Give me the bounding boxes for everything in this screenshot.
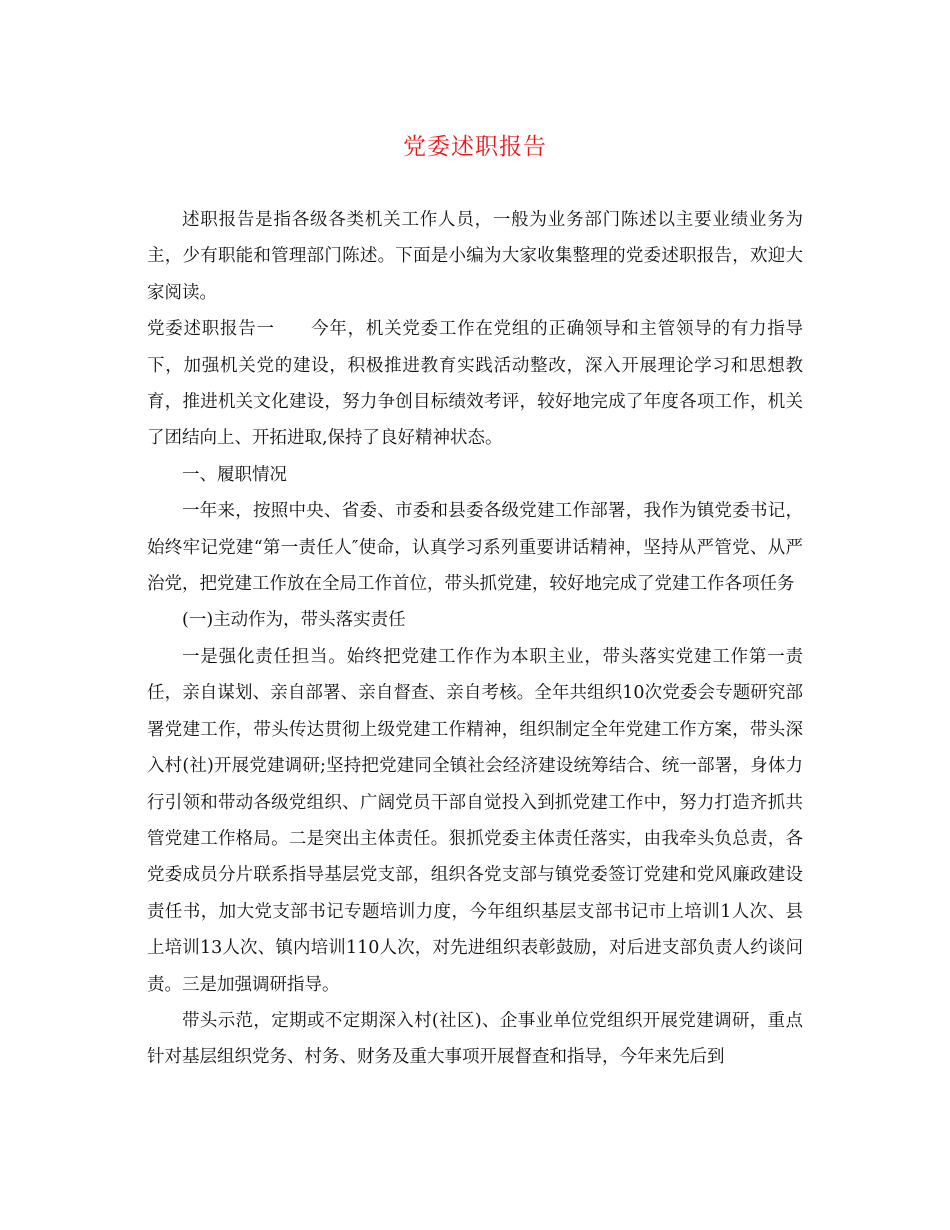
- document-body: [147, 202, 803, 1076]
- duty-paragraph: 一年来，按照中央、省委、市委和县委各级党建工作部署，我作为镇党委书记，始终牢记党建“第一责任人″使命，认真学习系列重要讲话精神，坚持从严管党、从严治党，把党建工作放在全局工作首位，带头抓党建，较好地完成了党建工作各项任务: [147, 501, 803, 595]
- intro-paragraph: 述职报告是指各级各类机关工作人员，一般为业务部门陈述以主要业绩业务为主，少有职能和管理部门陈述。下面是小编为大家收集整理的党委述职报告，欢迎大家阅读。: [147, 210, 803, 303]
- example-paragraph: 带头示范，定期或不定期深入村(社区)、企事业单位党组织开展党建调研，重点针对基层组织党务、村务、财务及重大事项开展督查和指导，今年来先后到: [147, 1010, 803, 1068]
- report-one-paragraph: 党委述职报告一 今年，机关党委工作在党组的正确领导和主管领导的有力指导下，加强机关党的建设，积极推进教育实践活动整改，深入开展理论学习和思想教育，推进机关文化建设，努力争创目标绩效考评，较好地完成了年度各项工作，机关了团结向上、开拓进取,保持了良好精神状态。: [147, 319, 803, 449]
- subsection-heading-initiative: (一)主动作为，带头落实责任: [182, 610, 406, 631]
- responsibility-paragraph: 一是强化责任担当。始终把党建工作作为本职主业，带头落实党建工作第一责任，亲自谋划、亲自部署、亲自督查、亲自考核。全年共组织10次党委会专题研究部署党建工作，带头传达贯彻上级党建工作精神，组织制定全年党建工作方案，带头深入村(社)开展党建调研;坚持把党建同全镇社会经济建设统筹结合、统一部署，身体力行引领和带动各级党组织、广阔党员干部自觉投入到抓党建工作中，努力打造齐抓共管党建工作格局。二是突出主体责任。狠抓党委主体责任落实，由我牵头负总责，各党委成员分片联系指导基层党支部，组织各党支部与镇党委签订党建和党风廉政建设责任书，加大党支部书记专题培训力度，今年组织基层支部书记市上培训1人次、县上培训13人次、镇内培训110人次，对先进组织表彰鼓励，对后进支部负责人约谈问责。三是加强调研指导。: [147, 646, 803, 995]
- section-heading-duty: 一、履职情况: [182, 464, 287, 485]
- document-title: 党委述职报告: [403, 134, 547, 160]
